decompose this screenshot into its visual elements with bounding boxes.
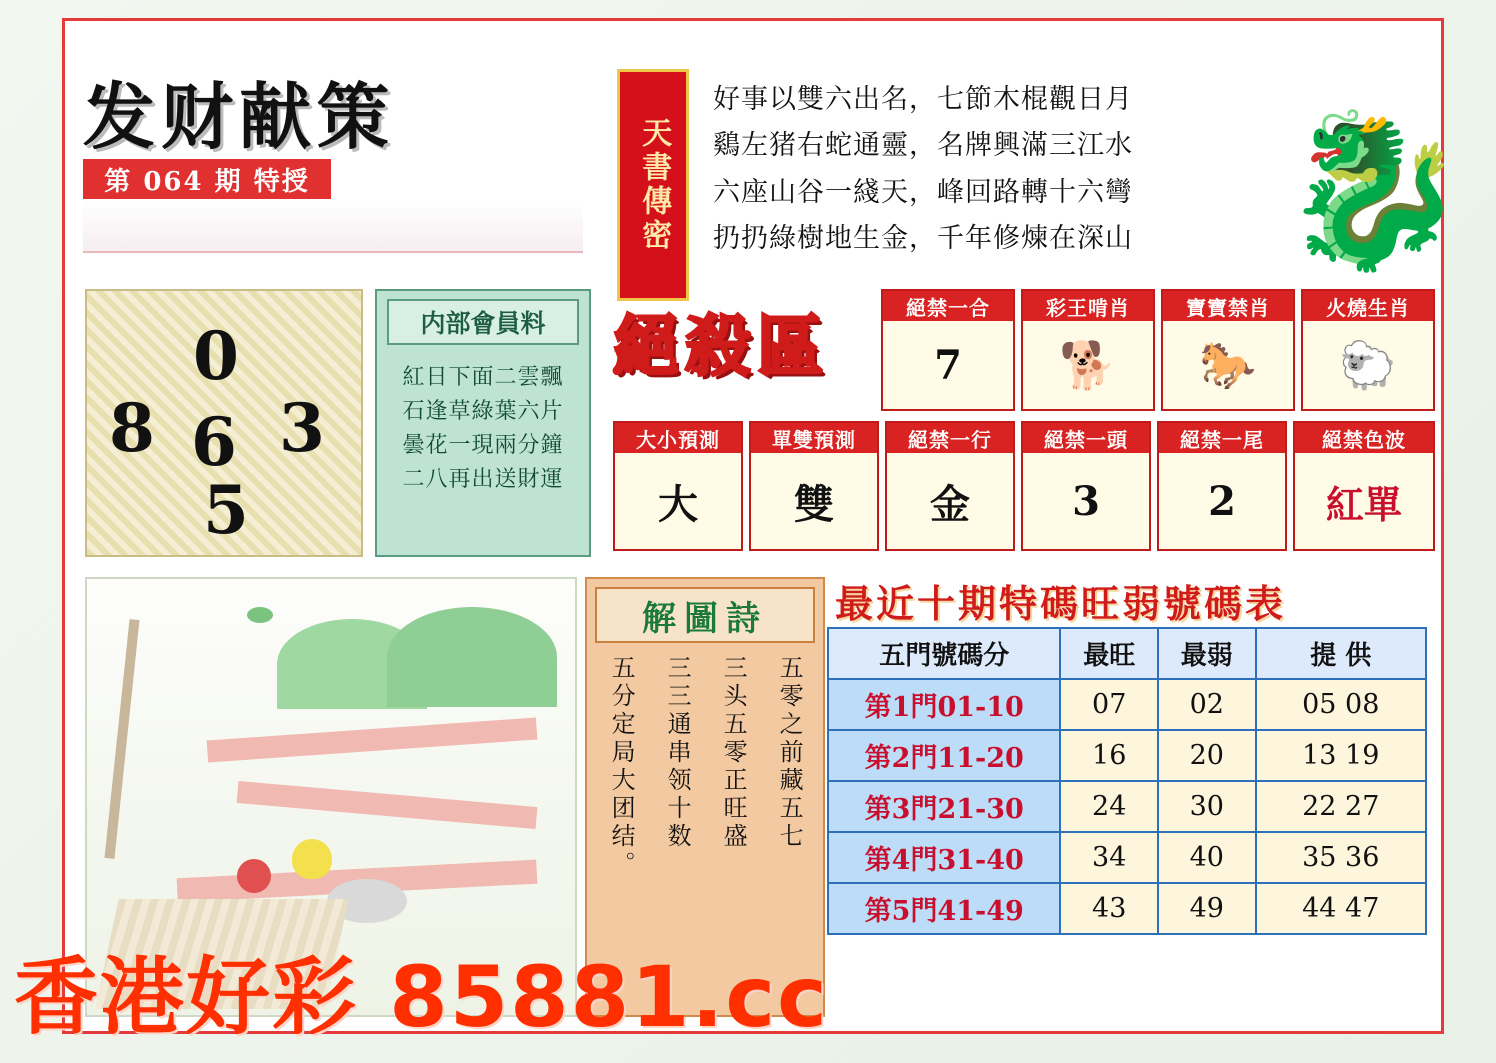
page-title: 发财献策 — [83, 74, 396, 159]
picture-poem-title: 解圖詩 — [595, 587, 815, 643]
member-line: 二八再出送財運 — [402, 467, 564, 492]
member-line: 紅日下面二雲飄 — [402, 365, 564, 390]
row-hot: 24 — [1060, 781, 1158, 832]
table-header-row — [828, 628, 1426, 679]
lucky-number: 8 — [109, 389, 155, 467]
killzone-head: 絕禁色波 — [1295, 423, 1433, 453]
col-header-hot: 最旺 — [1060, 628, 1158, 679]
col-header-cold: 最弱 — [1158, 628, 1256, 679]
lucky-number: 6 — [191, 403, 237, 481]
table-row — [828, 781, 1426, 832]
killzone-value: 3 — [1072, 477, 1100, 525]
row-supply: 13 19 — [1256, 730, 1427, 781]
vertical-banner: 天書傳密 — [617, 69, 689, 301]
member-lines — [377, 345, 589, 491]
row-label: 第4門31-40 — [828, 832, 1060, 883]
killzone-head: 絕禁一行 — [887, 423, 1013, 453]
killzone-head: 絕禁一尾 — [1159, 423, 1285, 453]
poem-line: 好事以雙六出名，七節木棍觀日月 — [713, 84, 1133, 115]
hill-shape — [387, 607, 557, 707]
killzone-head: 絕禁一合 — [883, 291, 1013, 321]
row-cold: 49 — [1158, 883, 1256, 934]
killzone-head: 火燒生肖 — [1303, 291, 1433, 321]
killzone-cell-7 — [1021, 421, 1151, 551]
row-hot: 34 — [1060, 832, 1158, 883]
killzone-cell-2 — [1161, 289, 1295, 411]
member-line: 曇花一現兩分鐘 — [402, 433, 564, 458]
killzone-cell-1 — [1021, 289, 1155, 411]
row-cold: 02 — [1158, 679, 1256, 730]
table-row — [828, 883, 1426, 934]
dragon-icon: 🐉 — [1280, 104, 1467, 278]
road-shape — [207, 718, 538, 763]
row-hot: 43 — [1060, 883, 1158, 934]
killzone-value: 紅單 — [1325, 481, 1402, 527]
killzone-value: 雙 — [794, 480, 834, 528]
header-poem — [713, 77, 1273, 263]
title-underline — [83, 199, 583, 253]
table-row — [828, 679, 1426, 730]
killzone-value: 大 — [658, 480, 698, 528]
killzone-value: 7 — [934, 341, 962, 389]
issue-badge: 第 064 期 特授 — [83, 159, 331, 199]
killzone-cell-8 — [1157, 421, 1287, 551]
table-row — [828, 730, 1426, 781]
killzone-head: 單雙預測 — [751, 423, 877, 453]
row-hot: 16 — [1060, 730, 1158, 781]
killzone-value: 金 — [930, 480, 970, 528]
poem-line: 扔扔綠樹地生金，千年修煉在深山 — [713, 223, 1133, 255]
leaf-shape — [247, 607, 273, 623]
lucky-number: 0 — [193, 317, 239, 395]
killzone-head: 大小預測 — [615, 423, 741, 453]
killzone-cell-5 — [749, 421, 879, 551]
killzone-cell-0 — [881, 289, 1015, 411]
hot-table-title: 最近十期特碼旺弱號碼表 — [835, 581, 1287, 626]
killzone-cell-3 — [1301, 289, 1435, 411]
row-cold: 40 — [1158, 832, 1256, 883]
picture-poem-column: 三三通串领十数 — [663, 655, 692, 851]
killzone-cell-9 — [1293, 421, 1435, 551]
col-header-group: 五門號碼分 — [828, 628, 1060, 679]
row-cold: 20 — [1158, 730, 1256, 781]
row-label: 第3門21-30 — [828, 781, 1060, 832]
poem-line: 鷄左猪右蛇通靈，名牌興滿三江水 — [713, 130, 1133, 162]
picture-poem-column: 三头五零正旺盛 — [719, 655, 748, 851]
row-hot: 07 — [1060, 679, 1158, 730]
lucky-numbers-box — [85, 289, 363, 557]
killzone-cell-4 — [613, 421, 743, 551]
killzone-cell-6 — [885, 421, 1015, 551]
bird-shape — [292, 839, 332, 879]
row-supply: 44 47 — [1256, 883, 1427, 934]
dog-icon: 🐕 — [1059, 337, 1117, 392]
lucky-number: 3 — [279, 389, 325, 467]
lucky-number: 5 — [203, 471, 249, 549]
horse-icon: 🐎 — [1199, 337, 1257, 392]
picture-poem-column: 五零之前藏五七 — [775, 655, 804, 851]
killzone-title: 絕殺區 — [613, 307, 829, 385]
row-label: 第1門01-10 — [828, 679, 1060, 730]
picture-poem-column: 五分定局大团结。 — [607, 655, 636, 879]
row-label: 第2門11-20 — [828, 730, 1060, 781]
killzone-head: 彩王啃肖 — [1023, 291, 1153, 321]
table-row — [828, 832, 1426, 883]
tree-trunk — [104, 619, 139, 859]
row-supply: 35 36 — [1256, 832, 1427, 883]
member-box-title: 内部會員料 — [387, 299, 579, 345]
road-shape — [237, 781, 538, 829]
killzone-value: 2 — [1208, 477, 1236, 525]
sheep-icon: 🐑 — [1339, 337, 1397, 392]
watermark: 香港好彩 85881.cc — [14, 948, 829, 1046]
row-supply: 05 08 — [1256, 679, 1427, 730]
member-info-box — [375, 289, 591, 557]
row-label: 第5門41-49 — [828, 883, 1060, 934]
poem-line: 六座山谷一綫天，峰回路轉十六彎 — [713, 176, 1133, 208]
col-header-supply: 提 供 — [1256, 628, 1427, 679]
poster-page — [62, 18, 1467, 1034]
fruit-shape — [237, 859, 271, 893]
row-supply: 22 27 — [1256, 781, 1427, 832]
killzone-head: 寶寶禁肖 — [1163, 291, 1293, 321]
row-cold: 30 — [1158, 781, 1256, 832]
hot-cold-table — [827, 627, 1427, 935]
member-line: 石逢草綠葉六片 — [402, 399, 564, 424]
killzone-head: 絕禁一頭 — [1023, 423, 1149, 453]
